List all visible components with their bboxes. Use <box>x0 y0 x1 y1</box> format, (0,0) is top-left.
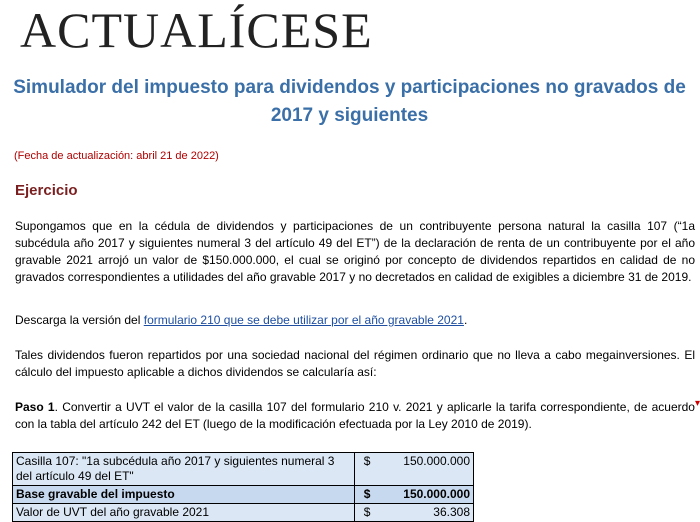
brand-logo[interactable]: ACTUALÍCESE <box>20 2 373 58</box>
download-prefix: Descarga la versión del <box>15 313 144 327</box>
step-1-paragraph <box>15 399 695 433</box>
form-210-link[interactable]: formulario 210 que se debe utilizar por el año gravable 2021 <box>143 313 464 327</box>
row-currency: $ <box>355 453 379 486</box>
row-label: Casilla 107: "1a subcédula año 2017 y siguientes numeral 3 del artículo 49 del ET" <box>13 453 355 486</box>
row-label: Base gravable del impuesto <box>13 486 355 504</box>
row-amount[interactable]: 150.000.000 <box>379 486 473 504</box>
exercise-paragraph: Supongamos que en la cédula de dividendos y participaciones de un contribuyente persona natural la casilla 107 (“1a subcédula año 2017 y siguientes numeral 3 del artículo 49 del ET”) de la declaración de renta de un contribuyente por el año gravable 2021 arrojó un valor de $150.000.000, el cual se originó por concepto de dividendos repartidos en calidad de no gravados correspondientes a utilidades del año gravable 2017 y no decretados en calidad de exigibles a diciembre 31 de 2019. <box>15 219 695 284</box>
row-currency: $ <box>355 504 379 522</box>
table-row <box>13 486 474 504</box>
row-label: Valor de UVT del año gravable 2021 <box>13 504 355 522</box>
page-title: Simulador del impuesto para dividendos y participaciones no gravados de 2017 y siguientes <box>13 77 686 126</box>
table-row <box>13 453 474 486</box>
row-currency: $ <box>355 486 379 504</box>
row-amount[interactable]: 150.000.000 <box>379 453 473 486</box>
row-amount[interactable]: 36.308 <box>379 504 473 522</box>
step-1-text: . Convertir a UVT el valor de la casilla 107 del formulario 210 v. 2021 y aplicarle la tarifa correspondiente, de acuerdo con la tabla del artículo 242 del ET (luego de la modificación efectuada por la Ley 2010 de 2019). <box>15 400 695 431</box>
calculation-table <box>12 452 474 522</box>
update-date: (Fecha de actualización: abril 21 de 2022) <box>14 150 219 162</box>
table-row <box>13 504 474 522</box>
download-paragraph <box>15 312 695 329</box>
comment-indicator: ▾ <box>695 398 700 409</box>
dividends-paragraph: Tales dividendos fueron repartidos por una sociedad nacional del régimen ordinario que no lleva a cabo megainversiones. El cálculo del impuesto aplicable a dichos dividendos se calcularía así: <box>15 348 695 379</box>
download-suffix: . <box>463 313 468 327</box>
section-heading: Ejercicio <box>15 182 78 199</box>
step-1-label: Paso 1 <box>15 400 55 414</box>
